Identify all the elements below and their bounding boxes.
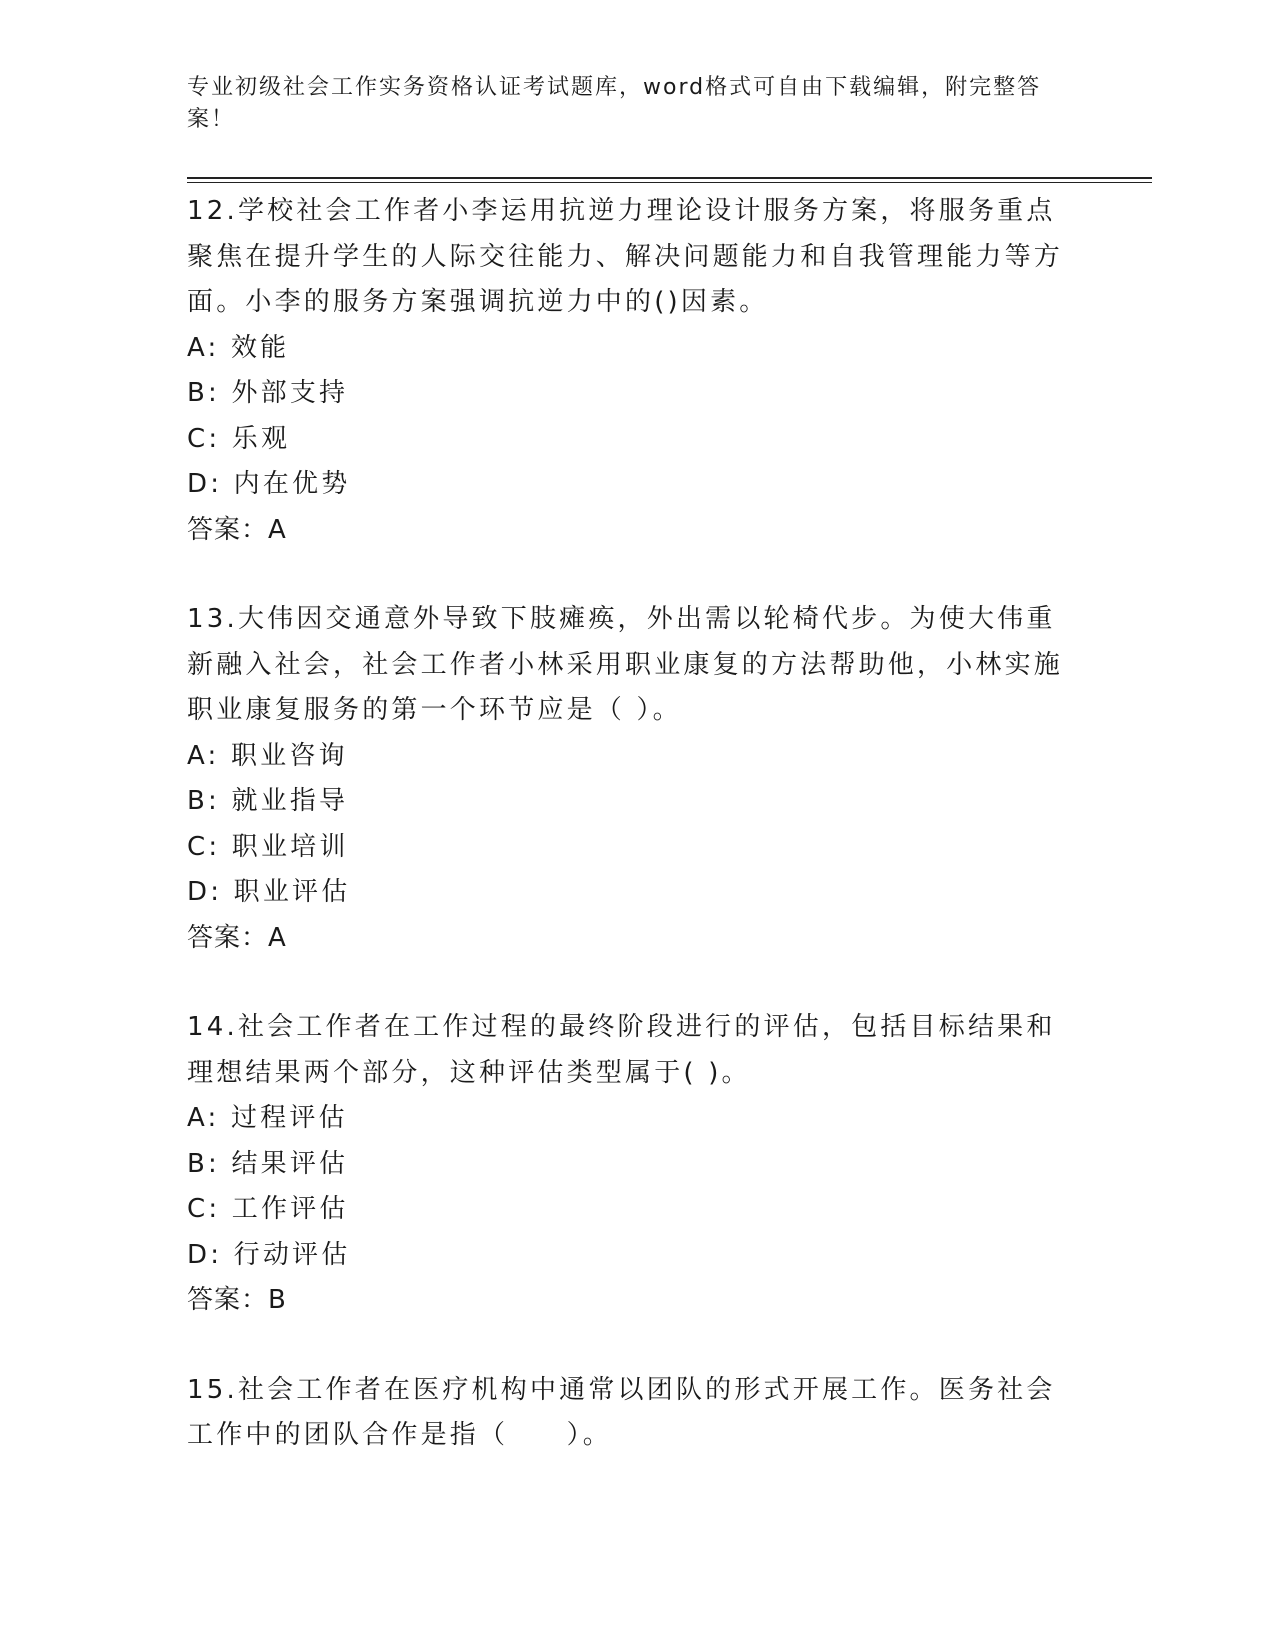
option-a: A: 职业咨询 bbox=[187, 740, 348, 771]
option-c: C: 乐观 bbox=[187, 423, 291, 454]
option-d: D: 行动评估 bbox=[187, 1239, 351, 1270]
question-stem: 12.学校社会工作者小李运用抗逆力理论设计服务方案，将服务重点聚焦在提升学生的人际交往能力、解决问题能力和自我管理能力等方面。小李的服务方案强调抗逆力中的()因素。 bbox=[187, 196, 1064, 317]
question-stem: 15.社会工作者在医疗机构中通常以团队的形式开展工作。医务社会工作中的团队合作是指（ ）。 bbox=[187, 1374, 1056, 1450]
option-b: B: 结果评估 bbox=[187, 1148, 349, 1179]
question-12 bbox=[187, 189, 1077, 553]
question-list bbox=[187, 189, 1077, 1503]
option-a: A: 效能 bbox=[187, 332, 290, 363]
option-a: A: 过程评估 bbox=[187, 1103, 348, 1133]
option-b: B: 就业指导 bbox=[187, 786, 349, 816]
option-b: B: 外部支持 bbox=[187, 378, 349, 408]
question-stem: 13.大伟因交通意外导致下肢瘫痪，外出需以轮椅代步。为使大伟重新融入社会，社会工作者小林采用职业康复的方法帮助他，小林实施职业康复服务的第一个环节应是（ ）。 bbox=[187, 604, 1064, 725]
option-d: D: 内在优势 bbox=[187, 469, 351, 499]
answer-line: 答案：B bbox=[187, 1285, 287, 1315]
answer-line: 答案：A bbox=[187, 922, 287, 953]
question-stem: 14.社会工作者在工作过程的最终阶段进行的评估，包括目标结果和理想结果两个部分，这种评估类型属于( )。 bbox=[187, 1012, 1056, 1088]
header-divider-thin bbox=[187, 182, 1152, 183]
page-header: 专业初级社会工作实务资格认证考试题库，word格式可自由下载编辑，附完整答案！ bbox=[187, 75, 1042, 132]
option-d: D: 职业评估 bbox=[187, 877, 351, 907]
question-13 bbox=[187, 597, 1077, 961]
header-divider-thick bbox=[187, 177, 1152, 179]
option-c: C: 工作评估 bbox=[187, 1194, 349, 1224]
question-14 bbox=[187, 1005, 1077, 1324]
answer-line: 答案：A bbox=[187, 514, 287, 545]
question-15 bbox=[187, 1368, 1077, 1459]
option-c: C: 职业培训 bbox=[187, 831, 349, 862]
